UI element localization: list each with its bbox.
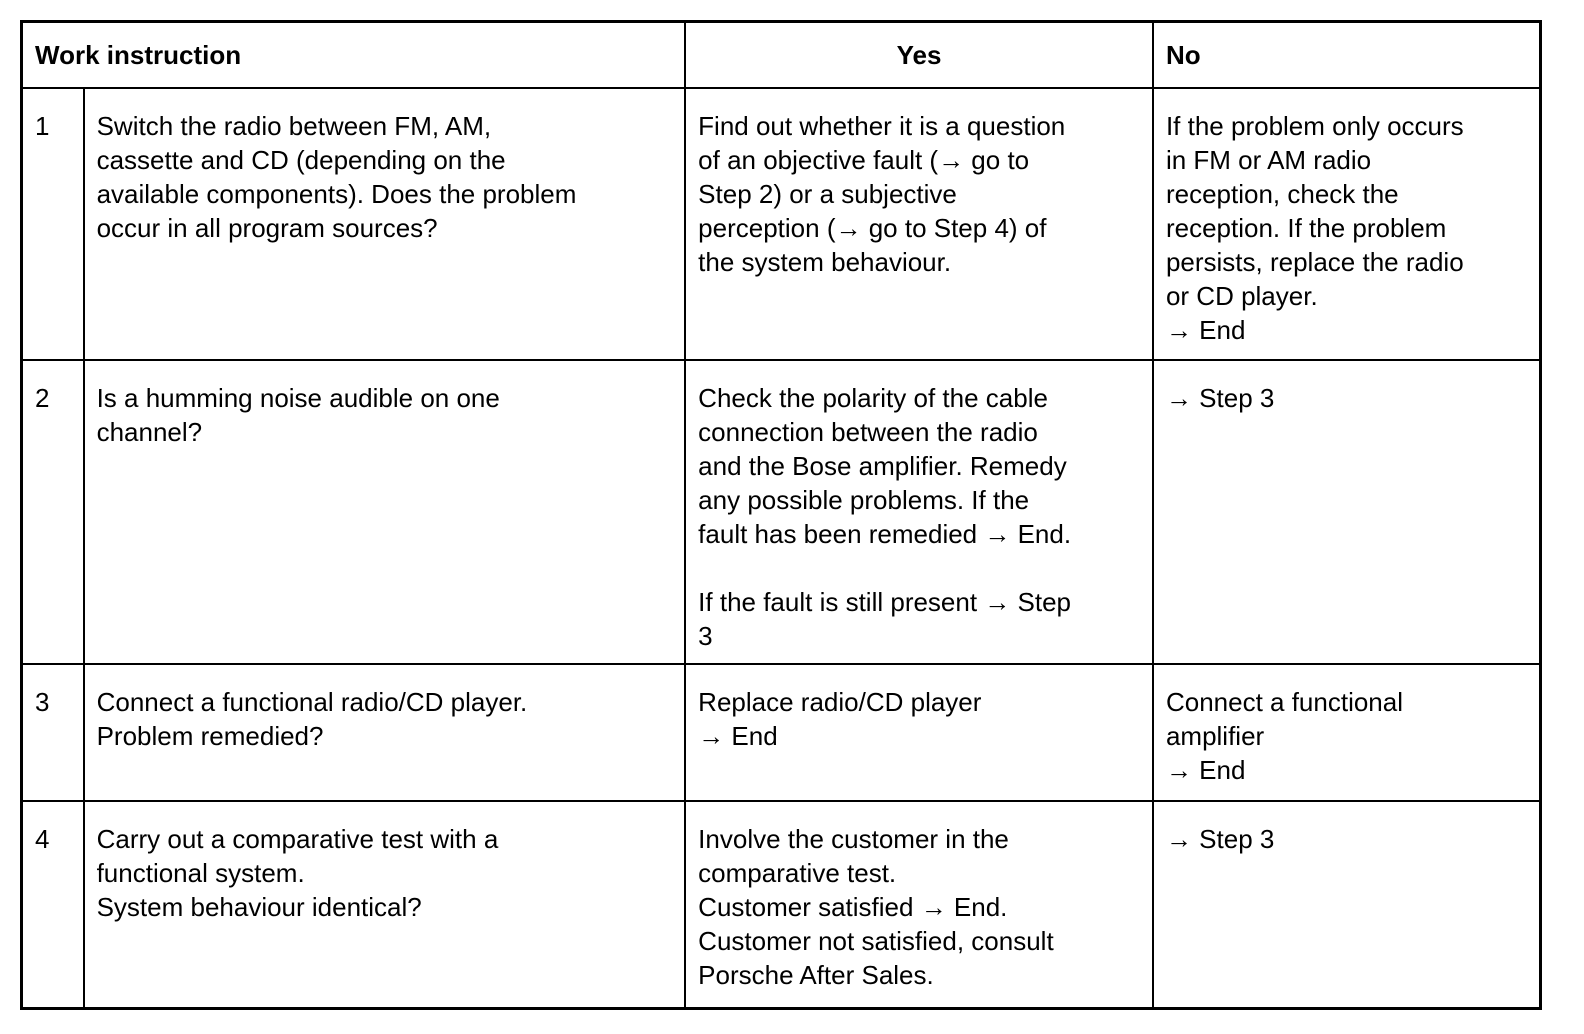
- instruction-line: functional system.: [96, 857, 305, 888]
- instruction-line: cassette and CD (depending on the: [96, 144, 506, 175]
- yes-cell: [685, 88, 1153, 360]
- no-cell: [1153, 88, 1541, 360]
- table-row: [22, 801, 1541, 1009]
- yes-line: Customer satisfied → End.: [698, 891, 1008, 922]
- yes-cell: [685, 360, 1153, 665]
- yes-line: and the Bose amplifier. Remedy: [698, 450, 1067, 481]
- no-line: reception. If the problem: [1165, 212, 1447, 243]
- table-row: [22, 88, 1541, 360]
- work-instruction-table: [20, 20, 1542, 1010]
- yes-line: connection between the radio: [698, 416, 1038, 447]
- no-line: or CD player.: [1165, 280, 1318, 311]
- yes-cell: [685, 801, 1153, 1009]
- paragraph-gap: [698, 551, 1140, 585]
- instruction-line: Is a humming noise audible on one: [96, 382, 500, 413]
- table-row: [22, 664, 1541, 800]
- no-line: → Step 3: [1165, 823, 1275, 854]
- yes-cell: [685, 664, 1153, 800]
- yes-line: Customer not satisfied, consult: [698, 925, 1054, 956]
- step-number: 2: [22, 360, 84, 665]
- yes-line: any possible problems. If the: [698, 484, 1030, 515]
- step-number: 1: [22, 88, 84, 360]
- no-line: → Step 3: [1165, 382, 1275, 413]
- header-work-instruction: Work instruction: [22, 22, 686, 88]
- no-line: Connect a functional: [1165, 687, 1403, 718]
- instruction-line: Problem remedied?: [96, 721, 324, 752]
- table-header-row: [22, 22, 1541, 88]
- yes-line: fault has been remedied → End.: [698, 518, 1072, 549]
- instruction-line: Connect a functional radio/CD player.: [96, 687, 528, 718]
- instruction-line: Carry out a comparative test with a: [96, 823, 499, 854]
- yes-line: Check the polarity of the cable: [698, 382, 1048, 413]
- instruction-line: Switch the radio between FM, AM,: [96, 110, 492, 141]
- yes-line: of an objective fault (→ go to: [698, 144, 1030, 175]
- yes-line: If the fault is still present → Step: [698, 586, 1072, 617]
- no-cell: [1153, 664, 1541, 800]
- table-row: [22, 360, 1541, 665]
- no-line: If the problem only occurs: [1165, 110, 1464, 141]
- header-yes: Yes: [685, 22, 1153, 88]
- instruction-line: channel?: [96, 416, 203, 447]
- yes-line: Step 2) or a subjective: [698, 178, 957, 209]
- no-cell: [1153, 801, 1541, 1009]
- yes-line: comparative test.: [698, 857, 897, 888]
- instruction-line: available components). Does the problem: [96, 178, 577, 209]
- yes-line: Porsche After Sales.: [698, 959, 934, 990]
- no-cell: [1153, 360, 1541, 665]
- yes-line: Involve the customer in the: [698, 823, 1009, 854]
- yes-line: 3: [698, 620, 713, 651]
- instruction-line: System behaviour identical?: [96, 891, 422, 922]
- no-line: in FM or AM radio: [1165, 144, 1372, 175]
- instruction-cell: [84, 664, 686, 800]
- header-no: No: [1153, 22, 1541, 88]
- no-line: → End: [1165, 314, 1246, 345]
- step-number: 4: [22, 801, 84, 1009]
- instruction-cell: [84, 801, 686, 1009]
- yes-line: → End: [698, 721, 778, 752]
- step-number: 3: [22, 664, 84, 800]
- no-line: amplifier: [1165, 721, 1265, 752]
- no-line: reception, check the: [1165, 178, 1399, 209]
- instruction-cell: [84, 360, 686, 665]
- no-line: → End: [1165, 755, 1246, 786]
- yes-line: the system behaviour.: [698, 246, 952, 277]
- yes-line: Replace radio/CD player: [698, 687, 982, 718]
- no-line: persists, replace the radio: [1165, 246, 1464, 277]
- instruction-line: occur in all program sources?: [96, 212, 438, 243]
- yes-line: Find out whether it is a question: [698, 110, 1066, 141]
- instruction-cell: [84, 88, 686, 360]
- yes-line: perception (→ go to Step 4) of: [698, 212, 1047, 243]
